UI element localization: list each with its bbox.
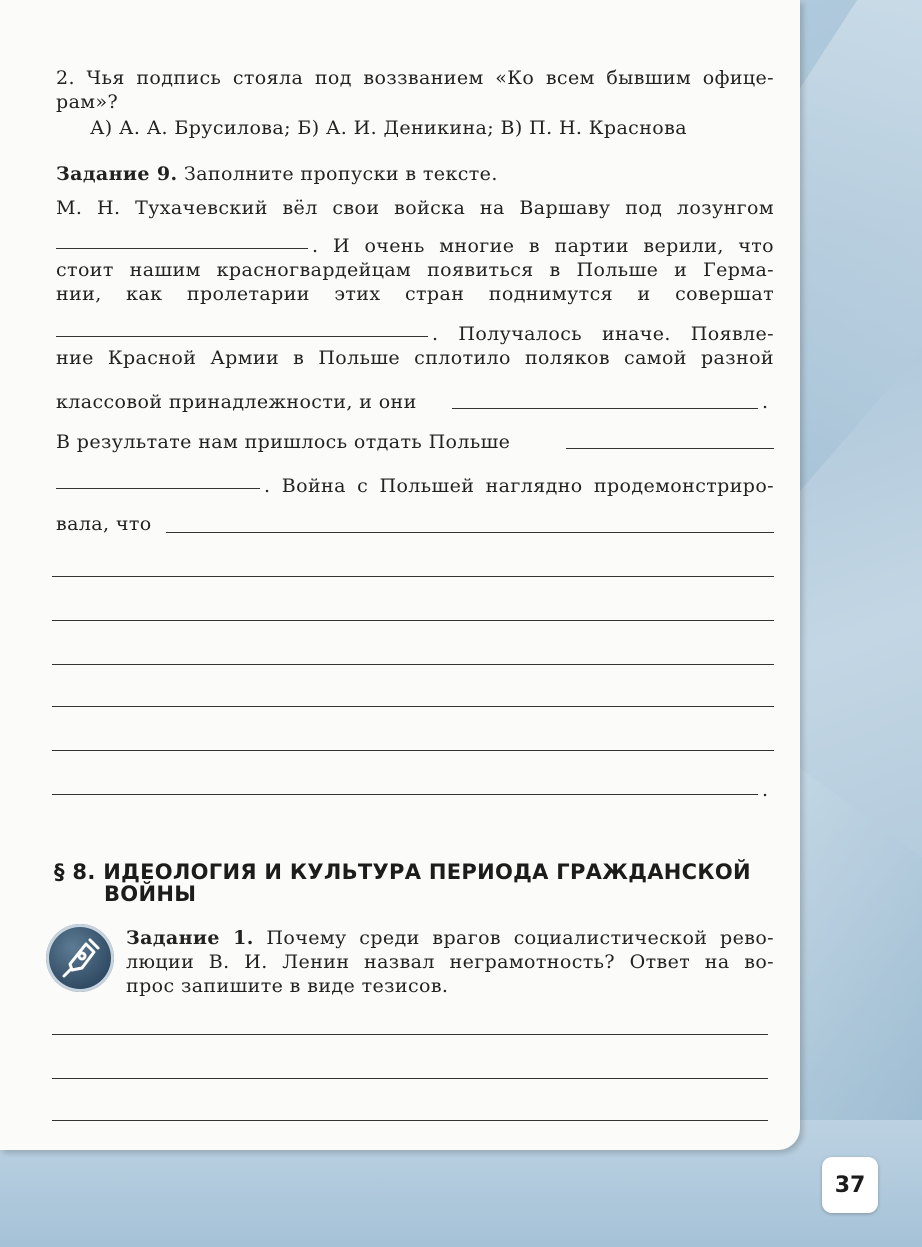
answer-line[interactable]: [52, 794, 758, 795]
task-9-line: классовой принадлежности, и они: [56, 391, 417, 413]
answer-line[interactable]: [166, 532, 774, 533]
section-8-title: § 8. ИДЕОЛОГИЯ И КУЛЬТУРА ПЕРИОДА ГРАЖДАНСКОЙ: [54, 860, 751, 884]
task-1-label: Задание 1.: [126, 927, 254, 949]
task-9-label: Задание 9.: [56, 163, 178, 185]
answer-line[interactable]: [52, 1078, 768, 1079]
answer-line[interactable]: [52, 576, 774, 577]
task-9-line: . И очень многие в партии верили, что: [312, 235, 774, 257]
task-9-line: М. Н. Тухачевский вёл свои войска на Варшаву под лозунгом: [56, 197, 774, 219]
answer-line[interactable]: [52, 1120, 768, 1121]
task-9-line: ние Красной Армии в Польше сплотило поляков самой разной: [56, 347, 774, 369]
task-9-line: . Война с Польшей наглядно продемонстриро-: [264, 475, 774, 497]
task-9-period: .: [762, 391, 769, 413]
question-2-text: 2. Чья подпись стояла под воззванием «Ко всем бывшим офице-: [56, 67, 774, 89]
task-9-line: вала, что: [56, 513, 152, 535]
task-9-line: В результате нам пришлось отдать Польше: [56, 431, 511, 453]
task-1-line: люции В. И. Ленин назвал неграмотность? Ответ на во-: [126, 951, 774, 973]
task-9-period: .: [762, 779, 769, 801]
task-1-text: Почему среди врагов социалистической рево-: [253, 927, 774, 949]
blank-territory[interactable]: [566, 448, 774, 449]
task-9-line: нии, как пролетарии этих стран поднимутся и совершат: [56, 283, 774, 305]
page-number: 37: [822, 1157, 878, 1213]
task-9-line: стоит нашим красногвардейцам появиться в Польше и Герма-: [56, 259, 774, 281]
question-2-options: А) А. А. Брусилова; Б) А. И. Деникина; В) П. Н. Краснова: [90, 117, 687, 139]
answer-line[interactable]: [52, 1034, 768, 1035]
blank-territory-cont[interactable]: [56, 488, 260, 489]
section-8-title-cont: ВОЙНЫ: [104, 882, 197, 906]
answer-line[interactable]: [52, 620, 774, 621]
task-1-line: прос запишите в виде тезисов.: [126, 975, 449, 997]
pen-nib-icon: [46, 924, 114, 992]
task-9-line: . Получалось иначе. Появле-: [432, 323, 774, 345]
task-9-title: Заполните пропуски в тексте.: [177, 163, 498, 185]
answer-line[interactable]: [52, 750, 774, 751]
task-1-line: [126, 926, 774, 950]
question-2-text-cont: рам»?: [56, 91, 119, 113]
blank-revolution[interactable]: [56, 336, 428, 337]
pen-nib-icon-graphic: [46, 924, 114, 992]
answer-line[interactable]: [52, 706, 774, 707]
task-9-heading: [56, 162, 498, 186]
blank-poles-response[interactable]: [452, 408, 758, 409]
answer-line[interactable]: [52, 664, 774, 665]
blank-slogan[interactable]: [56, 248, 308, 249]
